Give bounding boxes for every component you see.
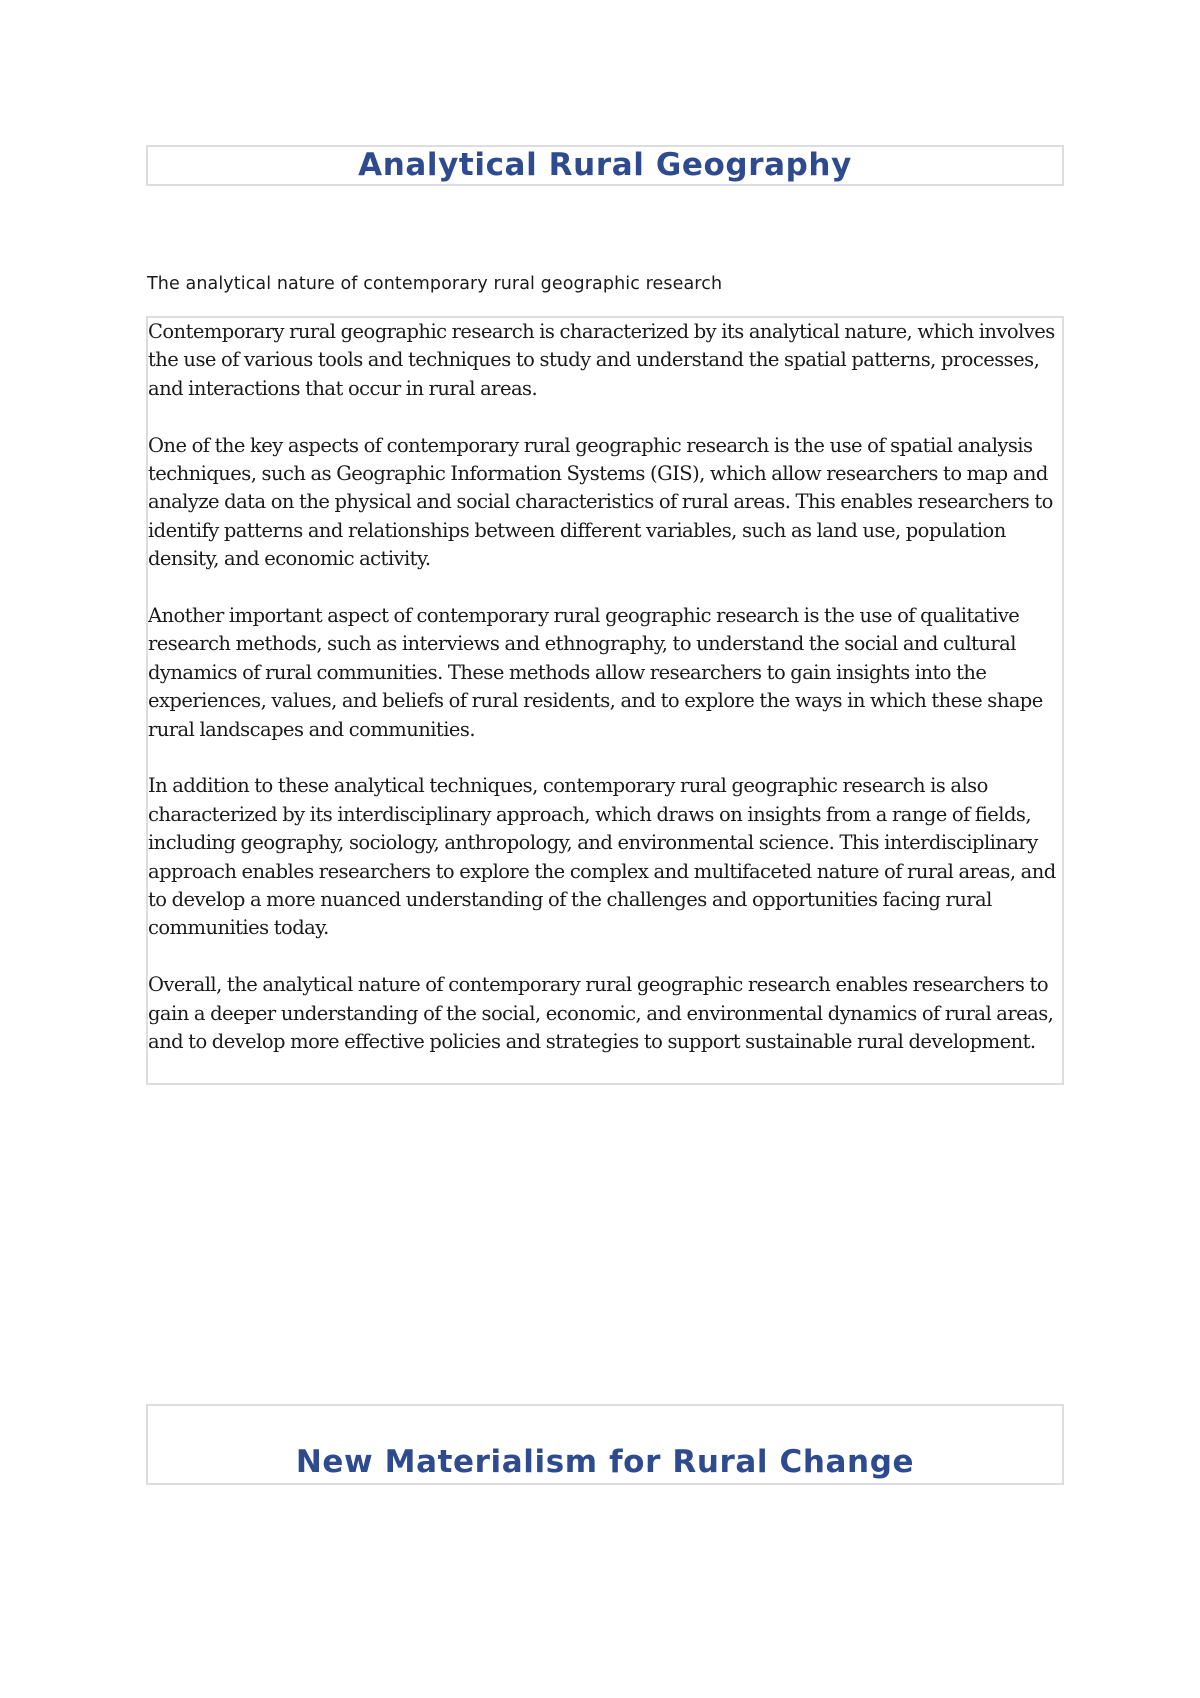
section-subheading: The analytical nature of contemporary rural geographic research (147, 274, 723, 294)
paragraph: Contemporary rural geographic research is characterized by its analytical nature, which involves the use of various tools and techniques to study and understand the spatial patterns, processes, and interactions that occur in rural areas. (148, 320, 1055, 400)
content-text-box (146, 316, 1064, 1085)
section-title-new-materialism (146, 1404, 1064, 1485)
paragraph: Another important aspect of contemporary rural geographic research is the use of qualitative research methods, such as interviews and ethnography, to understand the social and cultural dynamics of rural communities. These methods allow researchers to gain insights into the experiences, values, and beliefs of rural residents, and to explore the ways in which these shape rural landscapes and communities. (148, 604, 1043, 741)
paragraph: In addition to these analytical techniques, contemporary rural geographic research is also characterized by its interdisciplinary approach, which draws on insights from a range of fields, including geography, sociology, anthropology, and environmental science. This interdisciplinary approach enables researchers to explore the complex and multifaceted nature of rural areas, and to develop a more nuanced understanding of the challenges and opportunities facing rural communities today. (148, 774, 1056, 940)
section-title-text: Analytical Rural Geography (358, 147, 852, 183)
paragraph: One of the key aspects of contemporary rural geographic research is the use of spatial analysis techniques, such as Geographic Information Systems (GIS), which allow researchers to map and analyze data on the physical and social characteristics of rural areas. This enables researchers to identify patterns and relationships between different variables, such as land use, population density, and economic activity. (148, 433, 1053, 571)
section-title-text: New Materialism for Rural Change (295, 1444, 915, 1480)
paragraph: Overall, the analytical nature of contemporary rural geographic research enables researchers to gain a deeper understanding of the social, economic, and environmental dynamics of rural areas, and to develop more effective policies and strategies to support sustainable rural development. (148, 973, 1054, 1054)
section-title-analytical-rural-geography (146, 145, 1064, 186)
